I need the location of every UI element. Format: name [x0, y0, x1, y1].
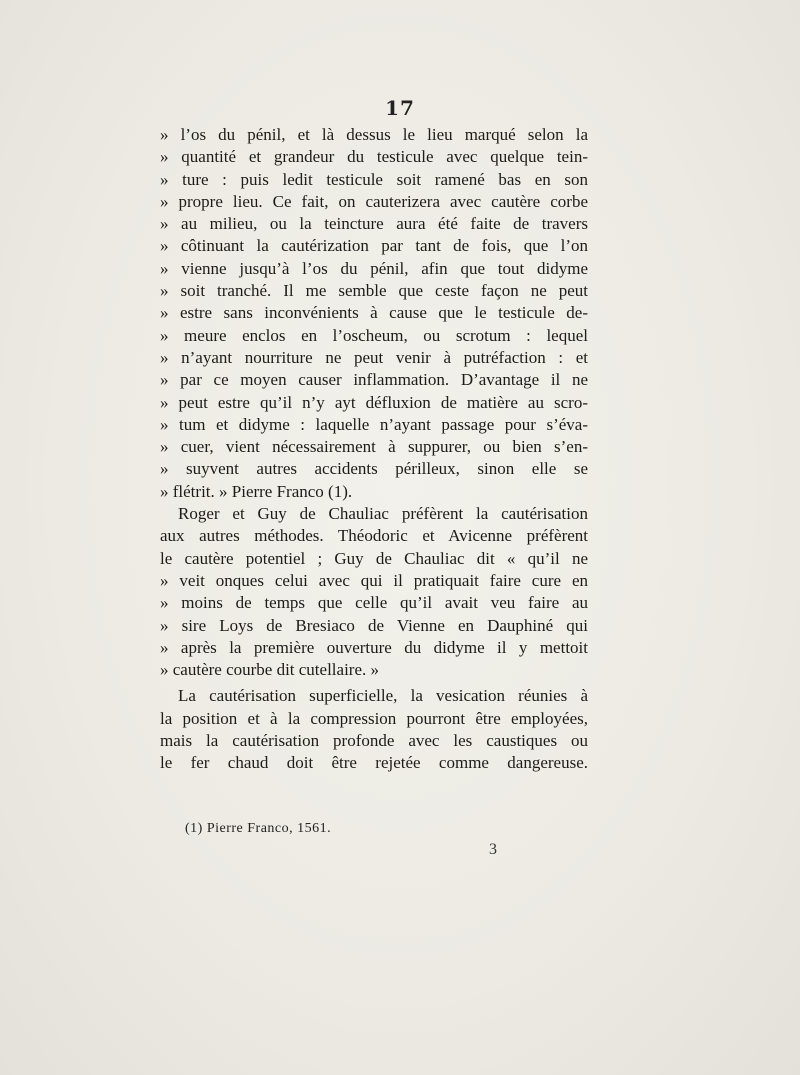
- text-line: » flétrit. » Pierre Franco (1).: [160, 481, 353, 501]
- text-line: » sire Loys de Bresiaco de Vienne en Dauphiné qui: [160, 615, 588, 635]
- paragraph-start-line: Roger et Guy de Chauliac préfèrent la cautérisation: [178, 504, 588, 524]
- text-line: » quantité et grandeur du testicule avec quelque tein-: [160, 147, 588, 167]
- text-line: » l’os du pénil, et là dessus le lieu marqué selon la: [160, 125, 588, 144]
- text-line: » soit tranché. Il me semble que ceste façon ne peut: [160, 281, 588, 301]
- text-line: le cautère potentiel ; Guy de Chauliac dit « qu’il ne: [160, 548, 588, 568]
- text-line: la position et à la compression pourront être employées,: [160, 708, 588, 728]
- signature-mark: 3: [489, 841, 497, 858]
- text-line: » meure enclos en l’oscheum, ou scrotum : lequel: [160, 325, 588, 345]
- text-line: » moins de temps que celle qu’il avait veu faire au: [160, 593, 588, 613]
- paragraph-start-line: La cautérisation superficielle, la vesication réunies à: [178, 686, 588, 706]
- footnote: (1) Pierre Franco, 1561.: [185, 821, 332, 836]
- text-line: » après la première ouverture du didyme il y mettoit: [160, 637, 588, 657]
- text-line: » cautère courbe dit cutellaire. »: [160, 660, 379, 680]
- text-line: » peut estre qu’il n’y ayt défluxion de matière au scro-: [160, 392, 588, 412]
- text-line: » cuer, vient nécessairement à suppurer, ou bien s’en-: [160, 437, 588, 457]
- text-line: » au milieu, ou la teincture aura été faite de travers: [160, 214, 588, 234]
- text-line: » tum et didyme : laquelle n’ayant passage pour s’éva-: [160, 414, 588, 434]
- text-line: » ture : puis ledit testicule soit ramené bas en son: [160, 169, 588, 189]
- text-line: aux autres méthodes. Théodoric et Avicenne préfèrent: [160, 526, 588, 546]
- page-number: 17: [385, 96, 415, 120]
- text-line: » propre lieu. Ce fait, on cauterizera avec cautère corbe: [160, 191, 588, 211]
- text-line: » suyvent autres accidents périlleux, sinon elle se: [160, 459, 588, 479]
- text-line: » veit onques celui avec qui il pratiquait faire cure en: [160, 570, 588, 590]
- text-line: » estre sans inconvénients à cause que le testicule de-: [160, 303, 588, 323]
- text-line: » par ce moyen causer inflammation. D’avantage il ne: [160, 370, 588, 390]
- text-line: » vienne jusqu’à l’os du pénil, afin que tout didyme: [160, 258, 588, 278]
- text-line: mais la cautérisation profonde avec les caustiques ou: [160, 731, 588, 751]
- body-text: [160, 124, 588, 775]
- text-line: le fer chaud doit être rejetée comme dangereuse.: [160, 753, 588, 773]
- text-line: » côtinuant la cautérization par tant de fois, que l’on: [160, 236, 588, 256]
- text-line: » n’ayant nourriture ne peut venir à putréfaction : et: [160, 347, 588, 367]
